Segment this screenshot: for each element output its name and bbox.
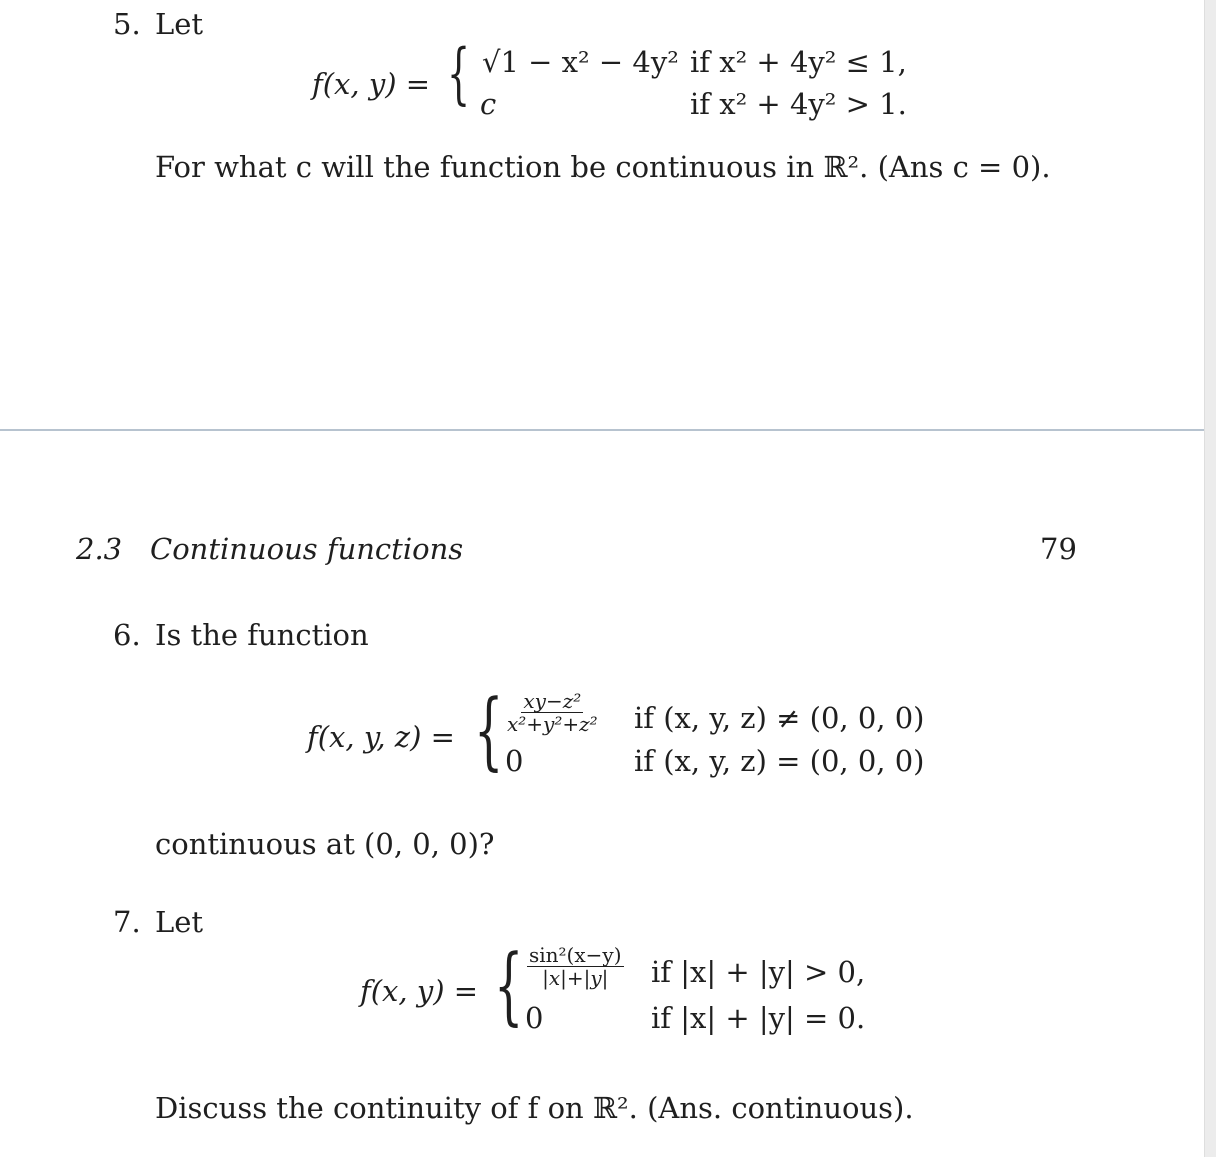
problem-7-case1-fraction	[527, 944, 624, 989]
problem-7-case1-numerator: sin²(x−y)	[529, 943, 622, 967]
problem-7-case2-condition: if |x| + |y| = 0.	[651, 1001, 866, 1035]
problem-5-brace: {	[447, 35, 471, 112]
problem-6-case1-denominator: x²+y²+z²	[507, 712, 598, 736]
problem-5-case2-value: c	[480, 87, 497, 121]
problem-6-case1-fraction	[505, 690, 600, 735]
problem-6-number: 6.	[113, 618, 141, 652]
problem-5-question: For what c will the function be continuous in ℝ². (Ans c = 0).	[155, 150, 1051, 184]
problem-6-tail: continuous at (0, 0, 0)?	[155, 827, 495, 861]
problem-7-question: Discuss the continuity of f on ℝ². (Ans. continuous).	[155, 1091, 914, 1125]
problem-7-brace: {	[494, 936, 524, 1034]
problem-7-lead: Let	[155, 905, 204, 939]
problem-5-case2-condition: if x² + 4y² > 1.	[690, 87, 907, 121]
problem-6-case2-value: 0	[505, 744, 524, 778]
problem-6-case1-numerator: xy−z²	[523, 689, 582, 713]
page-scrollbar[interactable]	[1204, 0, 1216, 1157]
problem-7-number: 7.	[113, 905, 141, 939]
section-title: Continuous functions	[150, 532, 464, 566]
problem-5-case1-condition: if x² + 4y² ≤ 1,	[690, 45, 907, 79]
problem-5-lead: Let	[155, 7, 204, 41]
problem-5-lhs: f(x, y) =	[312, 67, 431, 101]
problem-6-case2-condition: if (x, y, z) = (0, 0, 0)	[634, 744, 925, 778]
problem-7-case2-value: 0	[525, 1001, 544, 1035]
problem-6-brace: {	[474, 681, 504, 779]
problem-7-lhs: f(x, y) =	[360, 974, 479, 1008]
problem-7-case1-condition: if |x| + |y| > 0,	[651, 955, 866, 989]
problem-5-number: 5.	[113, 7, 141, 41]
problem-6-lhs: f(x, y, z) =	[307, 720, 455, 754]
problem-6-lead: Is the function	[155, 618, 369, 652]
problem-6-case1-condition: if (x, y, z) ≠ (0, 0, 0)	[634, 701, 925, 735]
page-divider	[0, 429, 1204, 431]
problem-7-case1-denominator: |x|+|y|	[542, 966, 609, 990]
page-number: 79	[1040, 532, 1077, 566]
problem-5-case1-value: √1 − x² − 4y²	[482, 45, 679, 79]
section-number: 2.3	[76, 532, 123, 566]
